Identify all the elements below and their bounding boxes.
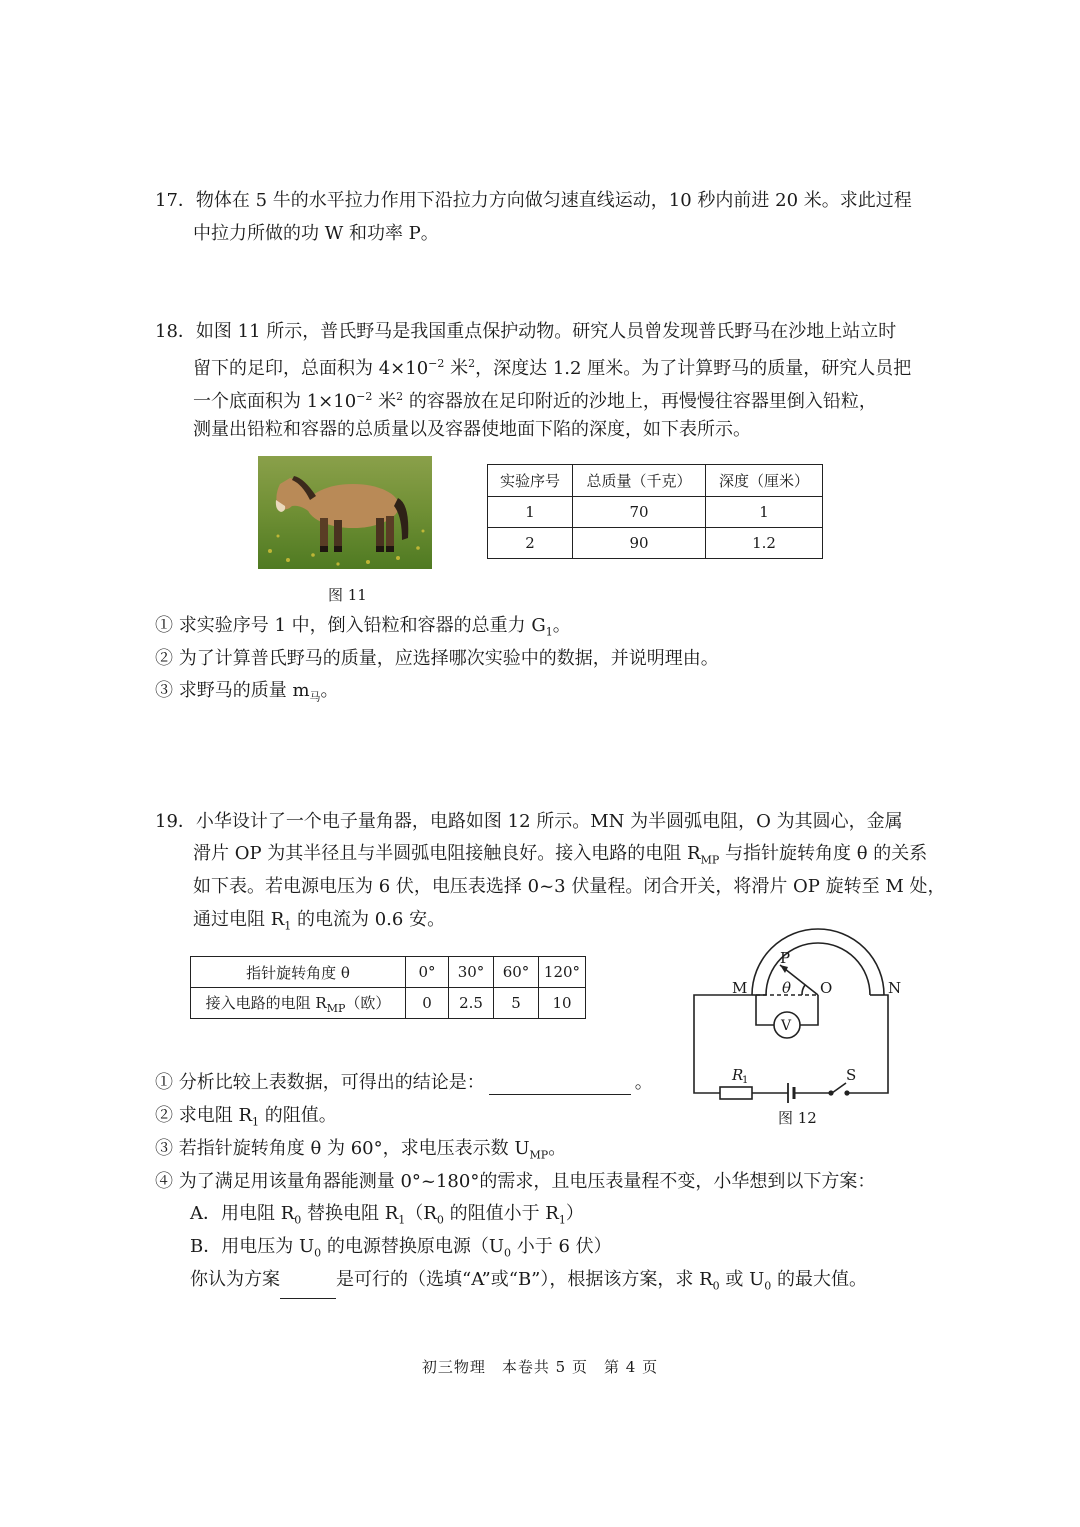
table-row xyxy=(488,528,823,559)
q18-line3-b: 米 xyxy=(372,391,397,412)
voltmeter-label: V xyxy=(781,1018,792,1034)
opt-a-5: ） xyxy=(565,1203,584,1224)
q18-line1: 18．如图 11 所示，普氏野马是我国重点保护动物。研究人员曾发现普氏野马在沙地上站立时 xyxy=(155,321,897,342)
last-2: 是可行的（选填“A”或“B”），根据该方案，求 R xyxy=(336,1269,713,1290)
q18-line3-a: 一个底面积为 1×10 xyxy=(193,391,357,412)
table-row xyxy=(191,988,586,1019)
q19-sub4: ④ 为了满足用该量角器能测量 0°~180°的需求，且电压表量程不变，小华想到以下方案： xyxy=(155,1171,876,1192)
label-r1-sub: 1 xyxy=(742,1075,749,1086)
table-cell: 30° xyxy=(449,957,494,988)
q19-table xyxy=(190,956,586,1019)
q18-sub1-end: 。 xyxy=(552,615,571,636)
q19-sub2 xyxy=(155,1104,337,1135)
q19-line2 xyxy=(193,842,927,873)
table-cell: 0 xyxy=(406,988,449,1019)
last-sub0: 0 xyxy=(712,1279,720,1293)
opt-a-sub0: 0 xyxy=(294,1213,302,1227)
q18-line3-exp2: 2 xyxy=(396,390,404,403)
table-cell: 2.5 xyxy=(449,988,494,1019)
q18-sub3-end: 。 xyxy=(320,680,339,701)
q17-line1: 17．物体在 5 牛的水平拉力作用下沿拉力方向做匀速直线运动，10 秒内前进 20 米。求此过程 xyxy=(155,190,912,211)
q19-sub2-a: ② 求电阻 R xyxy=(155,1105,252,1126)
q18-exp2: 2 xyxy=(468,357,476,370)
table-row xyxy=(488,465,823,497)
q18-sub3 xyxy=(155,679,339,710)
q19-line2-a: 滑片 OP 为其半径且与半圆弧电阻接触良好。接入电路的电阻 R xyxy=(193,843,701,864)
opt-a-sub1: 1 xyxy=(398,1213,406,1227)
table-row xyxy=(191,957,586,988)
last-4: 的最大值。 xyxy=(771,1269,868,1290)
q19-line4-a: 通过电阻 R xyxy=(193,909,285,930)
q19-sub1-text: ① 分析比较上表数据，可得出的结论是： xyxy=(155,1072,485,1093)
table-header: 实验序号 xyxy=(488,465,573,497)
table-cell: 5 xyxy=(494,988,539,1019)
q19-line1: 19．小华设计了一个电子量角器，电路如图 12 所示。MN 为半圆弧电阻，O 为其圆心，金属 xyxy=(155,811,903,832)
answer-blank-2[interactable] xyxy=(280,1278,336,1299)
page-footer: 初三物理 本卷共 5 页 第 4 页 xyxy=(421,1358,659,1376)
table-cell: 90 xyxy=(573,528,706,559)
row2-label: 接入电路的电阻 R xyxy=(205,993,327,1012)
table-cell: 10 xyxy=(539,988,586,1019)
q19-last-line xyxy=(190,1268,867,1299)
q18-sub3-text: ③ 求野马的质量 m xyxy=(155,680,310,701)
table-cell: 1 xyxy=(706,497,823,528)
q18-line2-b: 米 xyxy=(444,358,469,379)
label-p: P xyxy=(780,949,791,967)
q19-line4-b: 的电流为 0.6 安。 xyxy=(291,909,446,930)
opt-b-2: 的电源替换原电源（U xyxy=(321,1236,505,1257)
q19-line2-b: 与指针旋转角度 θ 的关系 xyxy=(719,843,928,864)
opt-a-sub2: 0 xyxy=(436,1213,444,1227)
opt-b-sub0: 0 xyxy=(314,1246,322,1260)
answer-blank-1[interactable] xyxy=(489,1074,631,1095)
q19-sub2-subscript: 1 xyxy=(252,1115,259,1129)
q19-line3: 如下表。若电源电压为 6 伏，电压表选择 0~3 伏量程。闭合开关，将滑片 OP 旋转至 M 处， xyxy=(193,876,946,897)
table-cell: 0° xyxy=(406,957,449,988)
q18-sub1 xyxy=(155,614,571,645)
q19-sub3-subscript: MP xyxy=(529,1148,549,1162)
q19-sub3 xyxy=(155,1137,566,1168)
q18-sub2: ② 为了计算普氏野马的质量，应选择哪次实验中的数据，并说明理由。 xyxy=(155,648,719,669)
table-cell: 1.2 xyxy=(706,528,823,559)
label-o: O xyxy=(820,979,833,997)
q18-line3-c: 的容器放在足印附近的沙地上，再慢慢往容器里倒入铅粒， xyxy=(403,391,877,412)
table-header: 总质量（千克） xyxy=(573,465,706,497)
q19-line2-subscript: MP xyxy=(700,853,720,867)
opt-a-sub3: 1 xyxy=(558,1213,566,1227)
table-header: 深度（厘米） xyxy=(706,465,823,497)
opt-a-3: （R xyxy=(405,1203,437,1224)
label-s: S xyxy=(846,1066,857,1084)
q18-line4: 测量出铅粒和容器的总质量以及容器使地面下陷的深度，如下表所示。 xyxy=(193,419,751,440)
q19-line4 xyxy=(193,908,445,939)
q19-sub2-b: 的阻值。 xyxy=(259,1105,337,1126)
label-n: N xyxy=(888,979,902,997)
q18-sub1-text: ① 求实验序号 1 中，倒入铅粒和容器的总重力 G xyxy=(155,615,546,636)
table-cell: 120° xyxy=(539,957,586,988)
opt-a-2: 替换电阻 R xyxy=(301,1203,399,1224)
q19-option-a xyxy=(190,1202,584,1233)
opt-b-sub1: 0 xyxy=(504,1246,512,1260)
table-cell: 1 xyxy=(488,497,573,528)
opt-a-1: A．用电阻 R xyxy=(190,1203,295,1224)
last-sub1: 0 xyxy=(764,1279,772,1293)
last-1: 你认为方案 xyxy=(190,1269,280,1290)
table-row xyxy=(488,497,823,528)
horse-photo xyxy=(258,456,432,569)
opt-a-4: 的阻值小于 R xyxy=(443,1203,559,1224)
q18-line3 xyxy=(193,385,877,414)
figure-12-caption: 图 12 xyxy=(778,1109,817,1127)
label-r1: R xyxy=(732,1066,744,1084)
label-m: M xyxy=(732,979,748,997)
q18-line2 xyxy=(193,352,911,381)
q19-line4-subscript: 1 xyxy=(284,919,292,933)
q19-sub3-b: 。 xyxy=(548,1138,567,1159)
q19-sub3-a: ③ 若指针旋转角度 θ 为 60°，求电压表示数 U xyxy=(155,1138,530,1159)
q18-line3-exp: −2 xyxy=(356,390,373,403)
q18-exp: −2 xyxy=(428,357,445,370)
table-header: 指针旋转角度 θ xyxy=(191,957,406,988)
q18-table xyxy=(487,464,823,559)
table-cell: 70 xyxy=(573,497,706,528)
figure-11-caption: 图 11 xyxy=(328,586,367,604)
row2-label-subscript: MP xyxy=(326,1001,346,1015)
row2-label-end: （欧） xyxy=(345,993,391,1012)
table-header xyxy=(191,988,406,1019)
q19-sub1 xyxy=(155,1071,653,1095)
last-3: 或 U xyxy=(719,1269,765,1290)
opt-b-1: B．用电压为 U xyxy=(190,1236,315,1257)
table-cell: 60° xyxy=(494,957,539,988)
q18-line2-c: ，深度达 1.2 厘米。为了计算野马的质量，研究人员把 xyxy=(475,358,912,379)
q17-line2: 中拉力所做的功 W 和功率 P。 xyxy=(193,223,439,244)
circuit-diagram xyxy=(690,925,910,1130)
q18-sub3-subscript: 马 xyxy=(309,690,321,704)
table-cell: 2 xyxy=(488,528,573,559)
q18-sub1-subscript: 1 xyxy=(545,625,553,639)
q19-option-b xyxy=(190,1235,612,1266)
q19-sub1-end: 。 xyxy=(634,1072,653,1093)
label-theta: θ xyxy=(782,979,792,997)
opt-b-3: 小于 6 伏） xyxy=(511,1236,612,1257)
q18-line2-a: 留下的足印，总面积为 4×10 xyxy=(193,358,429,379)
